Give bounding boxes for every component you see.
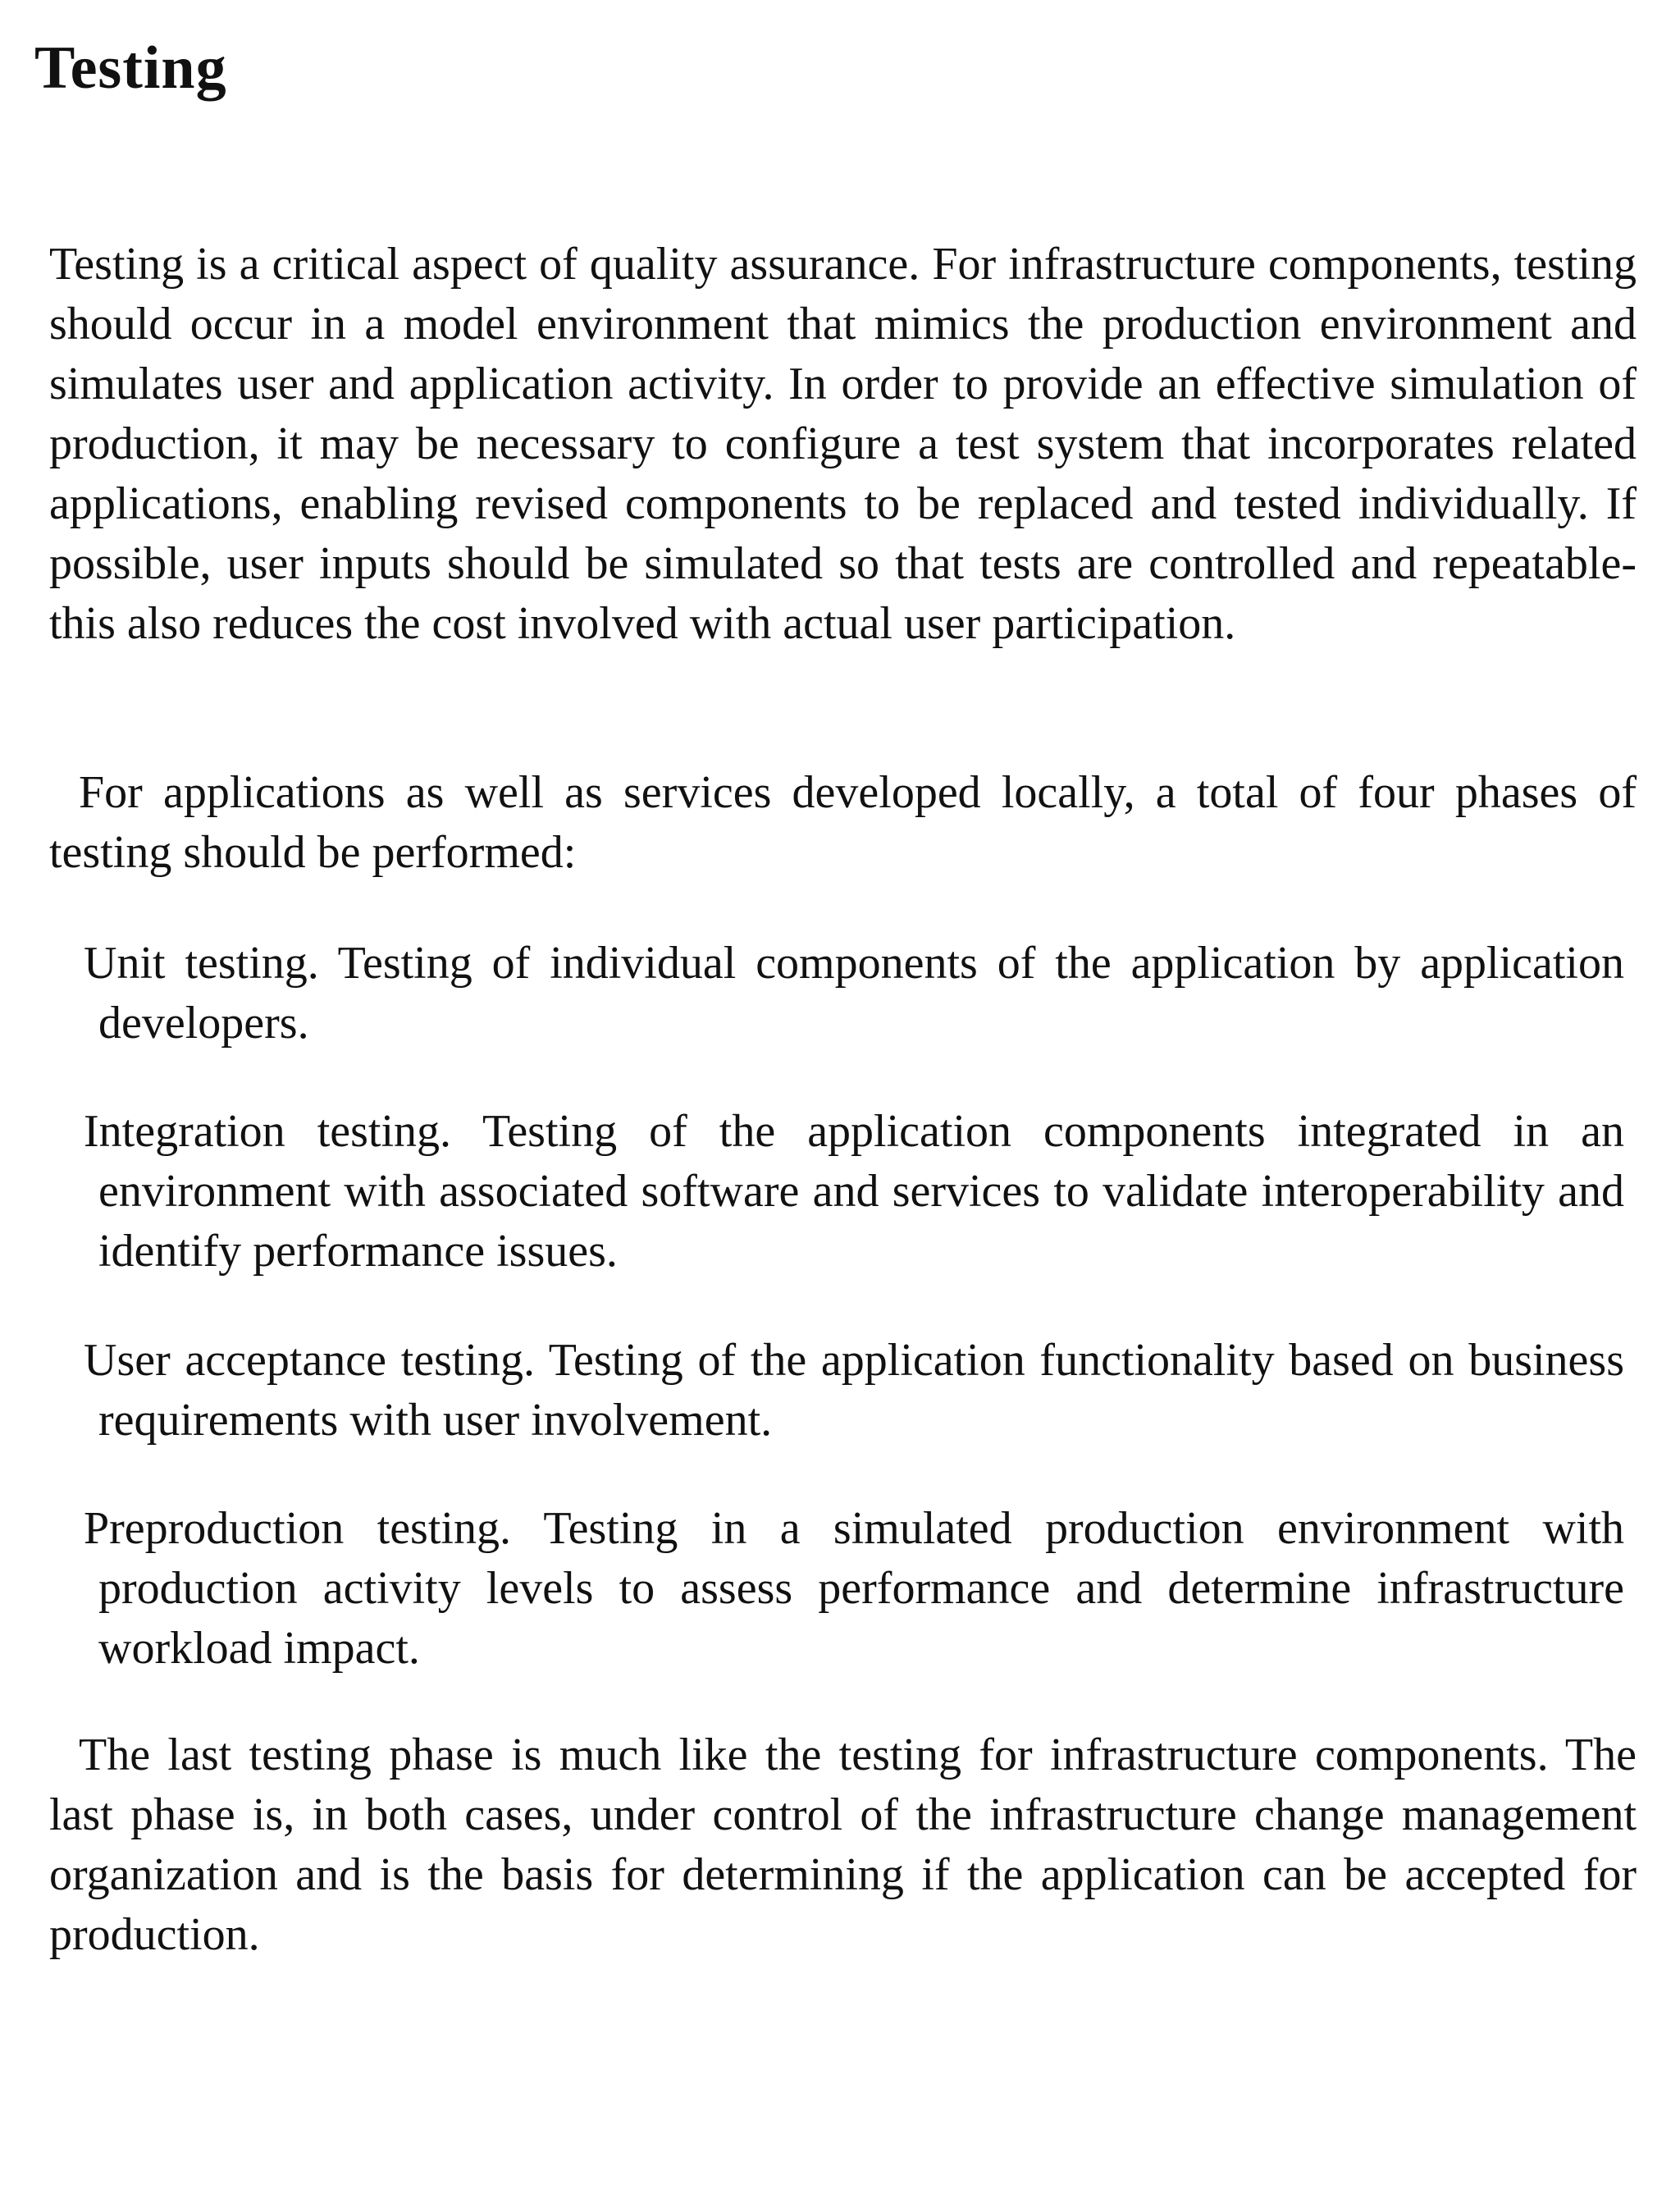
intro-paragraph: Testing is a critical aspect of quality assurance. For infrastructure components, testing should occur in a model environment that mimics the production environment and simulates user and application activity. In order to provide an effective simulation of production, it may be necessary to configure a test system that incorporates related applications, enabling revised components to be replaced and tested individually. If possible, user inputs should be simulated so that tests are controlled and repeatable-this also reduces the cost involved with actual user participation. [49,239,1637,649]
page-title: Testing [34,34,227,102]
phases-intro-paragraph: For applications as well as services developed locally, a total of four phases of testing should be performed: [49,767,1637,878]
phase-preproduction-testing: Preproduction testing. Testing in a simulated production environment with production activity levels to assess performance and determine infrastructure workload impact. [84,1503,1624,1674]
closing-paragraph: The last testing phase is much like the testing for infrastructure components. The last phase is, in both cases, under control of the infrastructure change management organization and is the basis for determining if the application can be accepted for production. [49,1730,1637,1960]
phase-user-acceptance-testing: User acceptance testing. Testing of the application functionality based on business requirements with user involvement. [84,1335,1624,1446]
phase-integration-testing: Integration testing. Testing of the application components integrated in an environment with associated software and services to validate interoperability and identify performance issues. [84,1106,1624,1277]
phase-unit-testing: Unit testing. Testing of individual components of the application by application developers. [84,938,1624,1049]
